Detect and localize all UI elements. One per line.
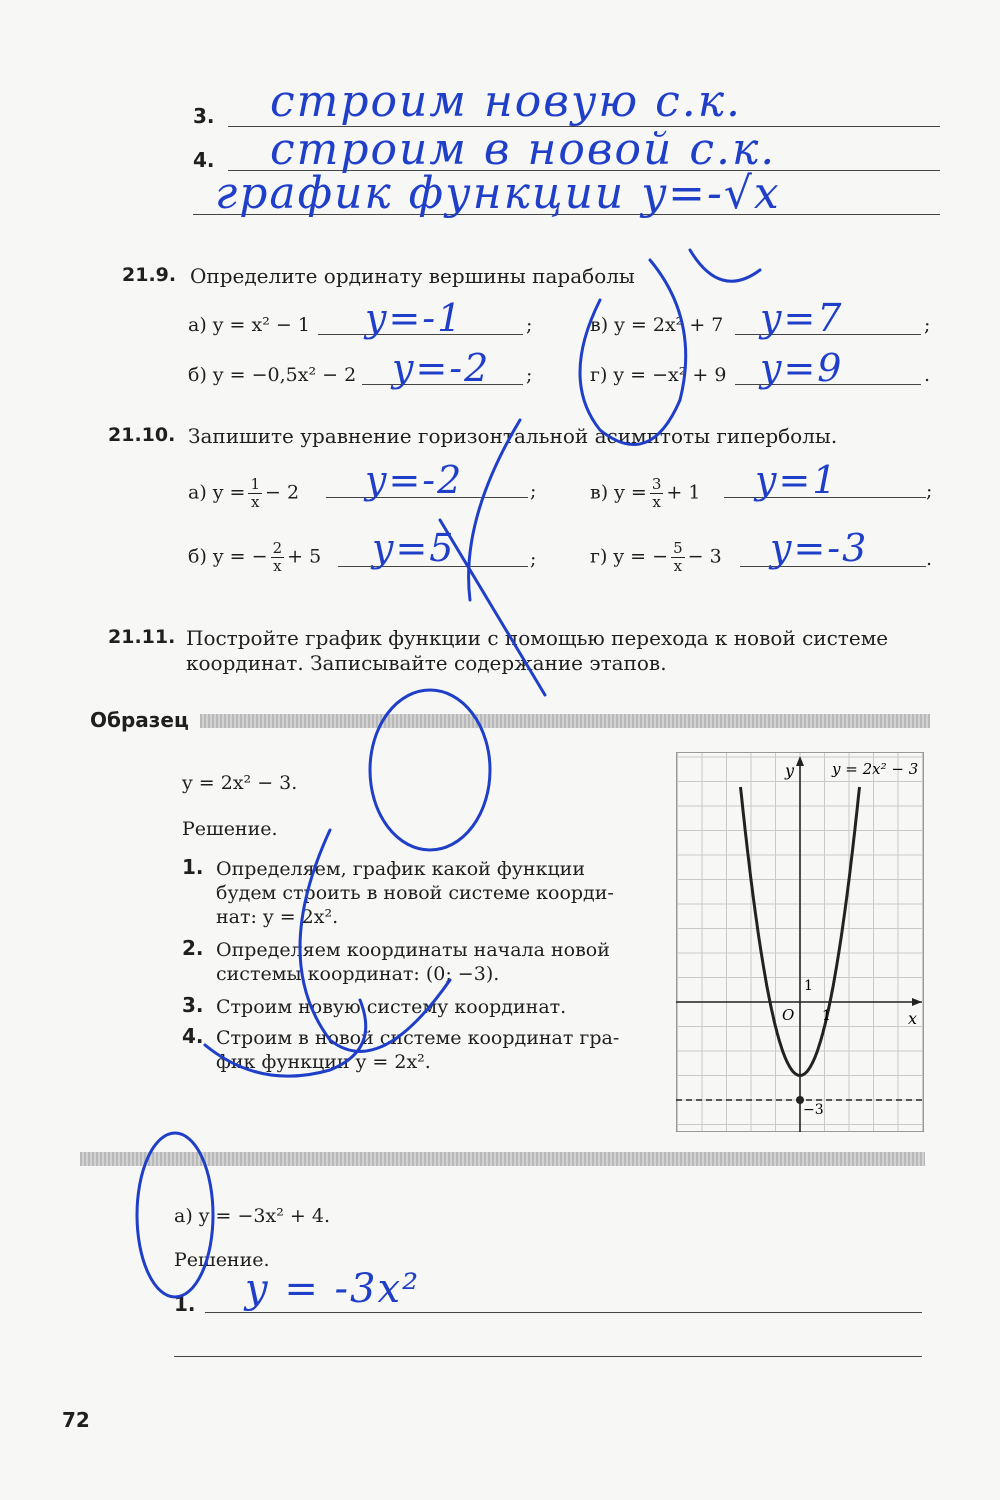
- x-axis-label: x: [908, 1009, 918, 1028]
- exercise-a-solution-label: Решение.: [174, 1249, 270, 1271]
- handwritten-answer-21-9-b: y=-2: [392, 346, 491, 390]
- item-21-9-b: б) y = −0,5x² − 2: [188, 364, 357, 386]
- sample-bar: [200, 714, 930, 728]
- sample-step-2-text: Определяем координаты начала новой системы координат: (0; −3).: [216, 939, 610, 985]
- origin-label: O: [782, 1006, 795, 1024]
- handwritten-answer-21-10-v: y=1: [755, 458, 839, 502]
- item-21-10-b: б) y = − $\frac{2}{x}$ + 5: [188, 539, 322, 575]
- task-text-21-10: Запишите уравнение горизонтальной асимптоты гиперболы.: [188, 424, 838, 448]
- y-axis-label: y: [785, 761, 795, 780]
- x-unit-label: 1: [822, 1008, 831, 1024]
- task-text-21-11-line1: Постройте график функции с помощью перехода к новой системе: [186, 626, 889, 650]
- handwritten-answer-exercise-a: y = -3x²: [245, 1266, 421, 1312]
- graph-function-label: y = 2x² − 3: [832, 760, 919, 778]
- x-axis-arrow: [912, 998, 922, 1006]
- item-21-10-g: г) y = − $\frac{5}{x}$ − 3: [590, 539, 722, 575]
- section-divider-bar: [80, 1152, 925, 1166]
- sample-step-1-number: 1.: [182, 855, 204, 879]
- handwritten-answer-21-10-g: y=-3: [770, 526, 869, 570]
- sample-step-4-number: 4.: [182, 1024, 204, 1048]
- sample-step-4-text: Строим в новой системе координат гра- фик функции y = 2x².: [216, 1027, 620, 1073]
- handwritten-answer-21-9-a: y=-1: [365, 296, 464, 340]
- item-21-10-v: в) y = $\frac{3}{x}$ + 1: [590, 475, 701, 511]
- handwritten-step-3: строим новую с.к.: [270, 76, 743, 127]
- task-text-21-11-line2: координат. Записывайте содержание этапов.: [186, 651, 667, 675]
- handwritten-answer-21-9-g: y=9: [760, 346, 844, 390]
- handwritten-line-3: график функции y=-√x: [215, 168, 781, 219]
- handwritten-answer-21-10-b: y=5: [372, 526, 456, 570]
- sample-step-3-text: Строим новую систему координат.: [216, 996, 567, 1018]
- semicolon: ;: [924, 314, 931, 336]
- item-21-9-a: а) y = x² − 1: [188, 314, 310, 336]
- sample-title: Образец: [90, 708, 189, 732]
- period: .: [926, 548, 933, 570]
- item-21-10-a: а) y = $\frac{1}{x}$ − 2: [188, 475, 300, 511]
- period: .: [924, 364, 931, 386]
- handwritten-step-4: строим в новой с.к.: [270, 124, 777, 175]
- sample-solution-label: Решение.: [182, 818, 278, 840]
- handwritten-answer-21-10-a: y=-2: [365, 458, 464, 502]
- page-number: 72: [62, 1408, 90, 1432]
- handwritten-answer-21-9-v: y=7: [760, 296, 844, 340]
- sample-graph: [676, 752, 924, 1132]
- item-21-9-g: г) y = −x² + 9: [590, 364, 727, 386]
- exercise-a-step-1-number: 1.: [174, 1292, 196, 1316]
- sample-step-2-number: 2.: [182, 936, 204, 960]
- exercise-a-task: а) y = −3x² + 4.: [174, 1205, 330, 1227]
- task-number-21-10: 21.10.: [108, 424, 176, 446]
- sample-function: y = 2x² − 3.: [182, 772, 298, 794]
- semicolon: ;: [526, 364, 533, 386]
- semicolon: ;: [530, 480, 537, 502]
- answer-line: [205, 1312, 922, 1313]
- item-21-9-v: в) y = 2x² + 7: [590, 314, 724, 336]
- task-text-21-9: Определите ординату вершины параболы: [190, 264, 635, 288]
- ink-check-mark: [690, 250, 760, 281]
- sample-step-1-text: Определяем, график какой функции будем строить в новой системе коорди- нат: y = 2x².: [216, 858, 614, 928]
- step-4-number: 4.: [193, 148, 215, 172]
- answer-line: [174, 1356, 922, 1357]
- y-unit-label: 1: [804, 978, 813, 994]
- task-number-21-9: 21.9.: [122, 264, 177, 286]
- minus-three-label: −3: [803, 1102, 824, 1118]
- semicolon: ;: [530, 548, 537, 570]
- semicolon: ;: [926, 480, 933, 502]
- semicolon: ;: [526, 314, 533, 336]
- task-number-21-11: 21.11.: [108, 626, 176, 648]
- sample-step-3-number: 3.: [182, 993, 204, 1017]
- step-3-number: 3.: [193, 104, 215, 128]
